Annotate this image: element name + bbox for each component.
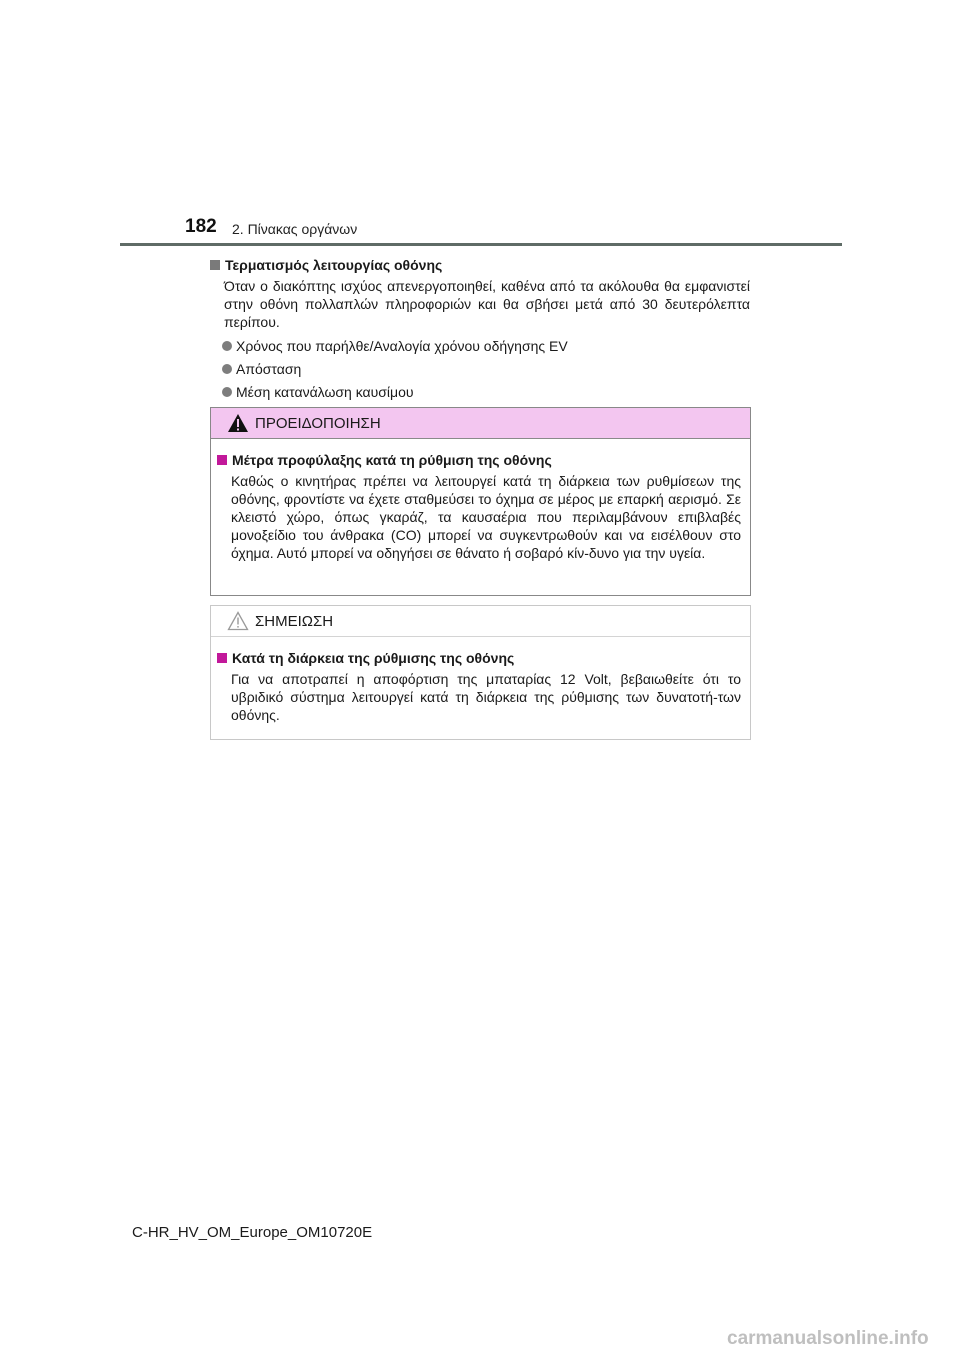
circle-bullet-icon: [222, 387, 232, 397]
square-bullet-icon: [217, 455, 227, 465]
note-text: Για να αποτραπεί η αποφόρτιση της μπαταρίας 12 Volt, βεβαιωθείτε ότι το υβριδικό σύστημα λειτουργεί κατά τη διάρκεια της ρύθμισης των δυνατοτή-των οθόνης.: [231, 671, 741, 723]
circle-bullet-icon: [222, 341, 232, 351]
note-heading: [217, 649, 741, 667]
bullet-list: [222, 337, 750, 401]
main-section: [210, 256, 750, 406]
list-item-text: Μέση κατανάλωση καυσίμου: [236, 384, 414, 400]
note-box: [210, 605, 751, 740]
square-bullet-icon: [217, 653, 227, 663]
caution-triangle-icon: [227, 611, 249, 631]
section-paragraph: Όταν ο διακόπτης ισχύος απενεργοποιηθεί, καθένα από τα ακόλουθα θα εμφανιστεί στην οθόνη πολλαπλών πληροφοριών και θα σβήσει μετά από 30 δευτερόλεπτα περίπου.: [224, 278, 750, 330]
square-bullet-icon: [210, 260, 220, 270]
warning-heading-text: Μέτρα προφύλαξης κατά τη ρύθμιση της οθόνης: [232, 452, 552, 468]
list-item: [222, 360, 750, 378]
warning-triangle-icon: [227, 413, 249, 433]
watermark: carmanualsonline.info: [727, 1328, 929, 1349]
warning-text: Καθώς ο κινητήρας πρέπει να λειτουργεί κατά τη διάρκεια των ρυθμίσεων της οθόνης, φροντίστε να έχετε σταθμεύσει το όχημα σε μέρος με επαρκή αερισμό. Σε κλειστό χώρο, όπως γκαράζ, τα καυσαέρια που περιλαμβάνουν επιβλαβές μονοξείδιο του άνθρακα (CO) μπορεί να συγκεντρωθούν και να εισέλθουν στο όχημα. Αυτό μπορεί να οδηγήσει σε θάνατο ή σοβαρό κίν-δυνο για την υγεία.: [231, 473, 741, 561]
list-item-text: Απόσταση: [236, 361, 302, 377]
note-header: [211, 606, 750, 637]
warning-body: [211, 439, 750, 562]
list-item: [222, 383, 750, 401]
warning-heading: [217, 451, 741, 469]
warning-title: ΠΡΟΕΙΔΟΠΟΙΗΣΗ: [255, 414, 381, 432]
note-body: [211, 637, 750, 724]
note-title: ΣΗΜΕΙΩΣΗ: [255, 612, 334, 630]
section-heading: [210, 256, 750, 274]
warning-header: [211, 408, 750, 439]
document-code: C-HR_HV_OM_Europe_OM10720E: [132, 1224, 373, 1241]
circle-bullet-icon: [222, 364, 232, 374]
page-number: 182: [185, 216, 217, 237]
list-item: [222, 337, 750, 355]
note-heading-text: Κατά τη διάρκεια της ρύθμισης της οθόνης: [232, 650, 515, 666]
chapter-title: 2. Πίνακας οργάνων: [232, 221, 358, 237]
warning-box: [210, 407, 751, 596]
section-heading-text: Τερματισμός λειτουργίας οθόνης: [225, 257, 443, 273]
header-rule: [120, 243, 842, 246]
list-item-text: Χρόνος που παρήλθε/Αναλογία χρόνου οδήγησης EV: [236, 338, 568, 354]
